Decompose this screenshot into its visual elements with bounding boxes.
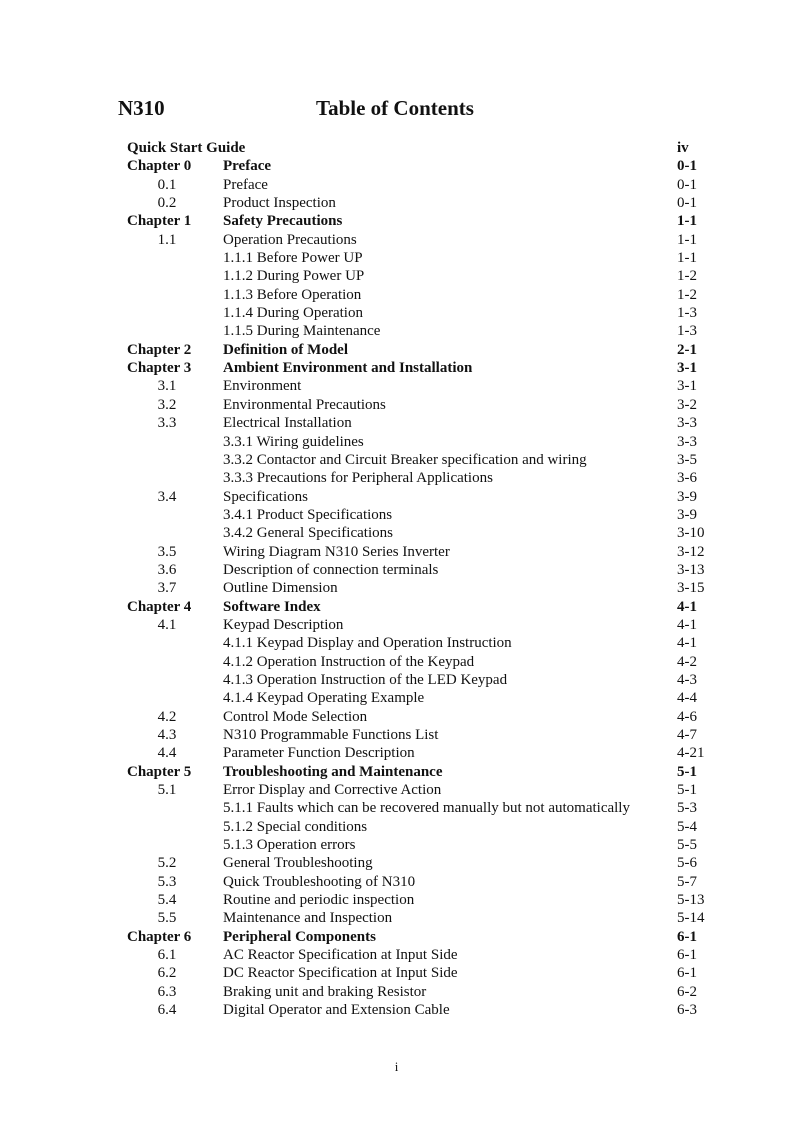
toc-page-number: 4-1 xyxy=(677,635,697,652)
toc-page-number: 5-7 xyxy=(677,873,697,890)
toc-subsection-row[interactable] xyxy=(127,267,717,285)
toc-entry-title: Digital Operator and Extension Cable xyxy=(223,1002,450,1019)
toc-page-number: 1-1 xyxy=(677,250,697,267)
toc-page-number: 3-12 xyxy=(677,543,705,560)
toc-subsection-row[interactable] xyxy=(127,451,717,469)
toc-chapter-row[interactable] xyxy=(127,359,717,377)
toc-section-row[interactable] xyxy=(127,543,717,561)
toc-entry-title: Preface xyxy=(223,158,272,175)
toc-entry-title: Quick Troubleshooting of N310 xyxy=(223,873,416,890)
section-number: 6.4 xyxy=(157,1002,177,1019)
section-number: 1.1 xyxy=(157,231,177,248)
toc-page-number: 6-1 xyxy=(677,928,697,945)
section-number: 3.2 xyxy=(157,396,177,413)
toc-subsection-row[interactable] xyxy=(127,469,717,487)
document-header xyxy=(118,96,678,124)
toc-chapter-row[interactable] xyxy=(127,341,717,359)
toc-page-number: 3-3 xyxy=(677,433,697,450)
toc-page-number: 0-1 xyxy=(677,195,697,212)
section-number: 3.3 xyxy=(157,415,177,432)
toc-entry-title: Quick Start Guide xyxy=(127,140,246,156)
section-number: 5.5 xyxy=(157,910,177,927)
toc-section-row[interactable] xyxy=(127,854,717,872)
toc-entry-title: Parameter Function Description xyxy=(223,745,415,762)
toc-entry-title: Troubleshooting and Maintenance xyxy=(223,763,443,780)
section-number: 0.1 xyxy=(157,176,177,193)
chapter-number: Chapter 0 xyxy=(127,158,192,175)
section-number: 4.4 xyxy=(157,745,177,762)
toc-section-row[interactable] xyxy=(127,561,717,579)
section-number: 3.5 xyxy=(157,543,177,560)
toc-subsection-row[interactable] xyxy=(127,286,717,304)
toc-page-number: 3-15 xyxy=(677,580,705,597)
toc-page-number: 4-7 xyxy=(677,727,697,743)
chapter-number: Chapter 3 xyxy=(127,360,192,377)
toc-page-number: 5-1 xyxy=(677,782,697,799)
toc-section-row[interactable] xyxy=(127,579,717,597)
toc-subsection-row[interactable] xyxy=(127,653,717,671)
toc-page-number: 3-5 xyxy=(677,451,697,468)
section-number: 4.2 xyxy=(157,708,177,725)
toc-entry-title: 5.1.3 Operation errors xyxy=(223,837,356,854)
toc-page-number: 5-3 xyxy=(677,800,697,817)
toc-entry-title: 1.1.3 Before Operation xyxy=(223,286,362,303)
toc-page-number: 1-2 xyxy=(677,268,697,285)
toc-entry-title: Operation Precautions xyxy=(223,231,357,248)
toc-page-number: 0-1 xyxy=(677,176,697,193)
toc-entry-title: 4.1.3 Operation Instruction of the LED Keypad xyxy=(223,671,508,688)
toc-page-number: 1-2 xyxy=(677,286,697,303)
section-number: 6.2 xyxy=(157,965,177,982)
section-number: 0.2 xyxy=(157,195,177,212)
toc-page-number: 3-6 xyxy=(677,470,697,487)
toc-page-number: 6-1 xyxy=(677,965,697,982)
toc-page-number: 4-2 xyxy=(677,653,697,670)
toc-subsection-row[interactable] xyxy=(127,249,717,267)
toc-subsection-row[interactable] xyxy=(127,322,717,340)
page-number: i xyxy=(394,1059,399,1074)
toc-page-number: 0-1 xyxy=(677,158,697,175)
toc-page-number: 5-5 xyxy=(677,837,697,854)
toc-subsection-row[interactable] xyxy=(127,506,717,524)
toc-entry-title: Environmental Precautions xyxy=(223,396,386,413)
toc-page-number: 1-1 xyxy=(677,231,697,248)
toc-chapter-row[interactable] xyxy=(127,212,717,230)
toc-section-row[interactable] xyxy=(127,946,717,964)
toc-page-number: iv xyxy=(677,140,689,156)
toc-section-row[interactable] xyxy=(127,781,717,799)
toc-entry-title: 1.1.1 Before Power UP xyxy=(223,250,363,267)
toc-entry-title: Peripheral Components xyxy=(223,928,376,945)
toc-entry-title: 3.3.1 Wiring guidelines xyxy=(223,433,364,450)
toc-entry-title: Control Mode Selection xyxy=(223,708,368,725)
toc-subsection-row[interactable] xyxy=(127,799,717,817)
toc-entry-title: 5.1.2 Special conditions xyxy=(223,818,368,835)
toc-page-number: 1-3 xyxy=(677,305,697,322)
page-title: Table of Contents xyxy=(316,96,474,120)
toc-entry-title: 3.3.3 Precautions for Peripheral Applications xyxy=(223,470,493,487)
toc-page-number: 1-1 xyxy=(677,213,697,230)
section-number: 5.2 xyxy=(157,855,177,872)
toc-section-row[interactable] xyxy=(127,396,717,414)
toc-page-number: 6-3 xyxy=(677,1002,697,1019)
toc-entry-title: Braking unit and braking Resistor xyxy=(223,983,427,1000)
toc-section-row[interactable] xyxy=(127,891,717,909)
section-number: 3.7 xyxy=(157,580,177,597)
toc-page-number: 1-3 xyxy=(677,323,697,340)
section-number: 4.3 xyxy=(157,727,177,743)
toc-page-number: 4-4 xyxy=(677,690,697,707)
toc-entry-title: 3.3.2 Contactor and Circuit Breaker specification and wiring xyxy=(223,451,587,468)
toc-section-row[interactable] xyxy=(127,1001,717,1019)
toc-entry-title: 1.1.2 During Power UP xyxy=(223,268,365,285)
toc-section-row[interactable] xyxy=(127,726,717,744)
toc-entry-title: AC Reactor Specification at Input Side xyxy=(223,947,458,964)
toc-page-number: 4-1 xyxy=(677,598,697,615)
toc-section-row[interactable] xyxy=(127,194,717,212)
toc-subsection-row[interactable] xyxy=(127,836,717,854)
toc-section-row[interactable] xyxy=(127,909,717,927)
chapter-number: Chapter 1 xyxy=(127,213,192,230)
toc-subsection-row[interactable] xyxy=(127,818,717,836)
toc-entry-title: Electrical Installation xyxy=(223,415,352,432)
toc-subsection-row[interactable] xyxy=(127,433,717,451)
toc-page-number: 5-1 xyxy=(677,763,697,780)
toc-entry-title: Ambient Environment and Installation xyxy=(223,360,473,377)
toc-entry-title: Maintenance and Inspection xyxy=(223,910,393,927)
toc-section-row[interactable] xyxy=(127,708,717,726)
toc-chapter-row[interactable] xyxy=(127,763,717,781)
toc-entry-title: 5.1.1 Faults which can be recovered manually but not automatically xyxy=(223,800,630,817)
toc-chapter-row[interactable] xyxy=(127,928,717,946)
section-number: 5.1 xyxy=(157,782,177,799)
toc-entry-title: General Troubleshooting xyxy=(223,855,373,872)
toc-section-row[interactable] xyxy=(127,744,717,762)
toc-chapter-row[interactable] xyxy=(127,157,717,175)
table-of-contents xyxy=(127,139,717,1020)
chapter-number: Chapter 5 xyxy=(127,763,192,780)
toc-subsection-row[interactable] xyxy=(127,304,717,322)
toc-chapter-row[interactable] xyxy=(127,598,717,616)
toc-page-number: 3-2 xyxy=(677,396,697,413)
toc-entry-title: Environment xyxy=(223,378,302,395)
section-number: 5.3 xyxy=(157,873,177,890)
toc-page-number: 2-1 xyxy=(677,341,697,358)
toc-section-row[interactable] xyxy=(127,488,717,506)
toc-page-number: 6-2 xyxy=(677,983,697,1000)
chapter-number: Chapter 2 xyxy=(127,341,192,358)
toc-subsection-row[interactable] xyxy=(127,671,717,689)
toc-page-number: 3-1 xyxy=(677,378,697,395)
toc-entry-title: 3.4.1 Product Specifications xyxy=(223,506,393,523)
toc-row[interactable] xyxy=(127,139,717,157)
toc-subsection-row[interactable] xyxy=(127,524,717,542)
toc-entry-title: 3.4.2 General Specifications xyxy=(223,525,393,542)
chapter-number: Chapter 6 xyxy=(127,928,192,945)
toc-entry-title: Preface xyxy=(223,176,268,193)
section-number: 3.1 xyxy=(157,378,177,395)
toc-entry-title: N310 Programmable Functions List xyxy=(223,727,439,743)
toc-page-number: 6-1 xyxy=(677,947,697,964)
section-number: 3.4 xyxy=(157,488,177,505)
toc-entry-title: Definition of Model xyxy=(223,341,348,358)
toc-entry-title: 4.1.1 Keypad Display and Operation Instruction xyxy=(223,635,512,652)
toc-entry-title: Specifications xyxy=(223,488,308,505)
toc-page-number: 5-14 xyxy=(677,910,705,927)
toc-section-row[interactable] xyxy=(127,964,717,982)
toc-page-number: 3-1 xyxy=(677,360,697,377)
model-name: N310 xyxy=(118,96,165,120)
section-number: 6.1 xyxy=(157,947,177,964)
toc-entry-title: Outline Dimension xyxy=(223,580,338,597)
toc-section-row[interactable] xyxy=(127,231,717,249)
toc-section-row[interactable] xyxy=(127,983,717,1001)
toc-subsection-row[interactable] xyxy=(127,634,717,652)
toc-page-number: 4-1 xyxy=(677,616,697,633)
toc-entry-title: DC Reactor Specification at Input Side xyxy=(223,965,458,982)
toc-section-row[interactable] xyxy=(127,414,717,432)
toc-page-number: 3-13 xyxy=(677,561,705,578)
section-number: 4.1 xyxy=(157,616,177,633)
toc-page-number: 5-6 xyxy=(677,855,697,872)
toc-page-number: 5-4 xyxy=(677,818,697,835)
toc-page-number: 5-13 xyxy=(677,892,705,909)
toc-section-row[interactable] xyxy=(127,176,717,194)
toc-entry-title: 1.1.4 During Operation xyxy=(223,305,363,322)
section-number: 6.3 xyxy=(157,983,177,1000)
chapter-number: Chapter 4 xyxy=(127,598,192,615)
toc-page-number: 3-9 xyxy=(677,488,697,505)
toc-entry-title: Safety Precautions xyxy=(223,213,343,230)
toc-page-number: 4-21 xyxy=(677,745,705,762)
toc-page-number: 3-10 xyxy=(677,525,705,542)
toc-page-number: 3-9 xyxy=(677,506,697,523)
toc-entry-title: Keypad Description xyxy=(223,616,344,633)
toc-section-row[interactable] xyxy=(127,616,717,634)
toc-section-row[interactable] xyxy=(127,873,717,891)
toc-entry-title: 1.1.5 During Maintenance xyxy=(223,323,381,340)
toc-entry-title: Error Display and Corrective Action xyxy=(223,782,442,799)
toc-entry-title: Software Index xyxy=(223,598,321,615)
section-number: 5.4 xyxy=(157,892,177,909)
toc-entry-title: 4.1.4 Keypad Operating Example xyxy=(223,690,425,707)
toc-entry-title: Routine and periodic inspection xyxy=(223,892,415,909)
toc-section-row[interactable] xyxy=(127,377,717,395)
toc-entry-title: Product Inspection xyxy=(223,195,336,212)
toc-entry-title: Wiring Diagram N310 Series Inverter xyxy=(223,543,450,560)
toc-page-number: 4-3 xyxy=(677,671,697,688)
toc-page-number: 4-6 xyxy=(677,708,697,725)
section-number: 3.6 xyxy=(157,561,177,578)
toc-page-number: 3-3 xyxy=(677,415,697,432)
toc-entry-title: 4.1.2 Operation Instruction of the Keypad xyxy=(223,653,475,670)
toc-subsection-row[interactable] xyxy=(127,689,717,707)
toc-entry-title: Description of connection terminals xyxy=(223,561,439,578)
